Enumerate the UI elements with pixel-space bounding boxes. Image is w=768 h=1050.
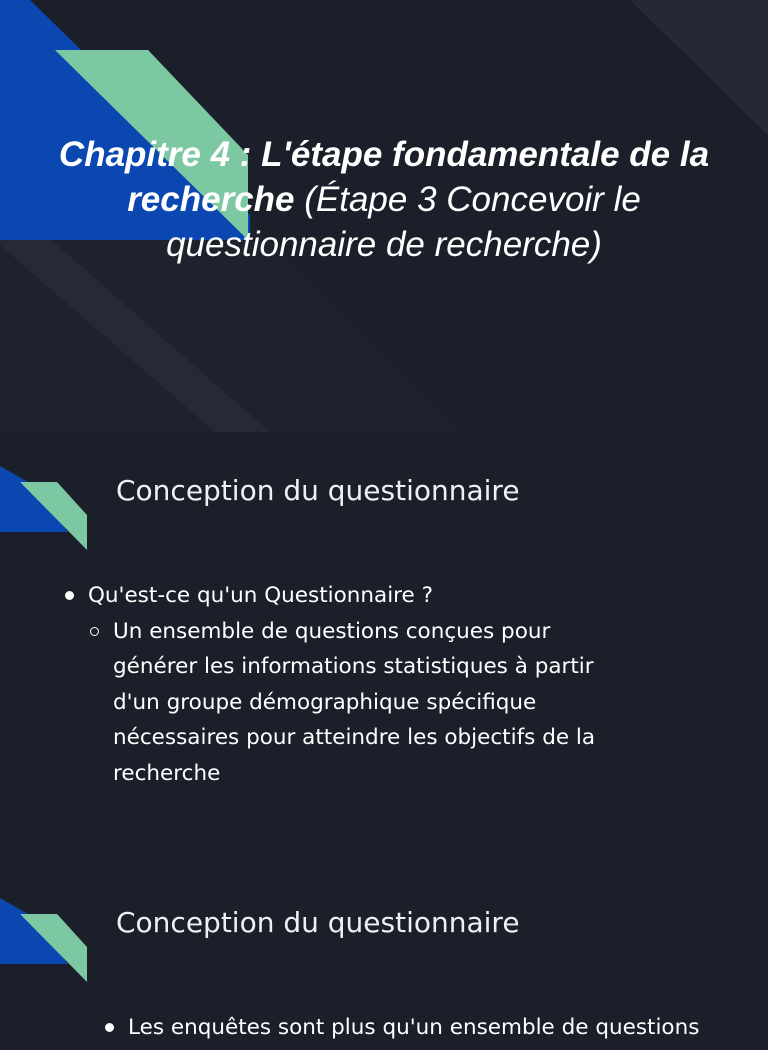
- sub-bullet-line: nécessaires pour atteindre les objectifs de la: [113, 725, 596, 750]
- title-subtitle-text: (Étape 3 Concevoir le questionnaire de recherche): [166, 180, 641, 264]
- sub-bullet-line: recherche: [113, 760, 221, 786]
- slide-heading: Conception du questionnaire: [116, 474, 520, 507]
- bullet-dot-icon: [65, 591, 74, 600]
- slide-corner-decoration: [0, 432, 120, 572]
- bullet-list: [0, 1010, 768, 1050]
- sub-bullet-line: générer les informations statistiques à partir: [113, 654, 594, 679]
- bullet-dot-icon: [105, 1023, 114, 1032]
- title-bold-text: Chapitre 4 : L'étape fondamentale de la recherche: [58, 135, 710, 219]
- content-slide-2: [0, 864, 768, 1040]
- slide-corner-decoration: [0, 864, 120, 1004]
- corner-stripe-shape: [630, 0, 768, 135]
- bullet-text: Les enquêtes sont plus qu'un ensemble de questions: [128, 1015, 700, 1040]
- bullet-list: [0, 578, 768, 808]
- sub-bullet-circle-icon: [90, 627, 99, 636]
- sub-bullet-line: d'un groupe démographique spécifique: [113, 689, 537, 715]
- slide-heading: Conception du questionnaire: [116, 906, 520, 939]
- sub-bullet-line: Un ensemble de questions conçues pour: [113, 618, 551, 644]
- bullet-item: [128, 1010, 699, 1046]
- sub-bullet-item: [113, 614, 633, 792]
- bullet-item: [88, 578, 433, 614]
- title-slide: [0, 0, 768, 432]
- content-slide-1: [0, 432, 768, 864]
- bullet-text: Qu'est-ce qu'un Questionnaire ?: [88, 583, 434, 608]
- title-slide-heading: [40, 132, 728, 267]
